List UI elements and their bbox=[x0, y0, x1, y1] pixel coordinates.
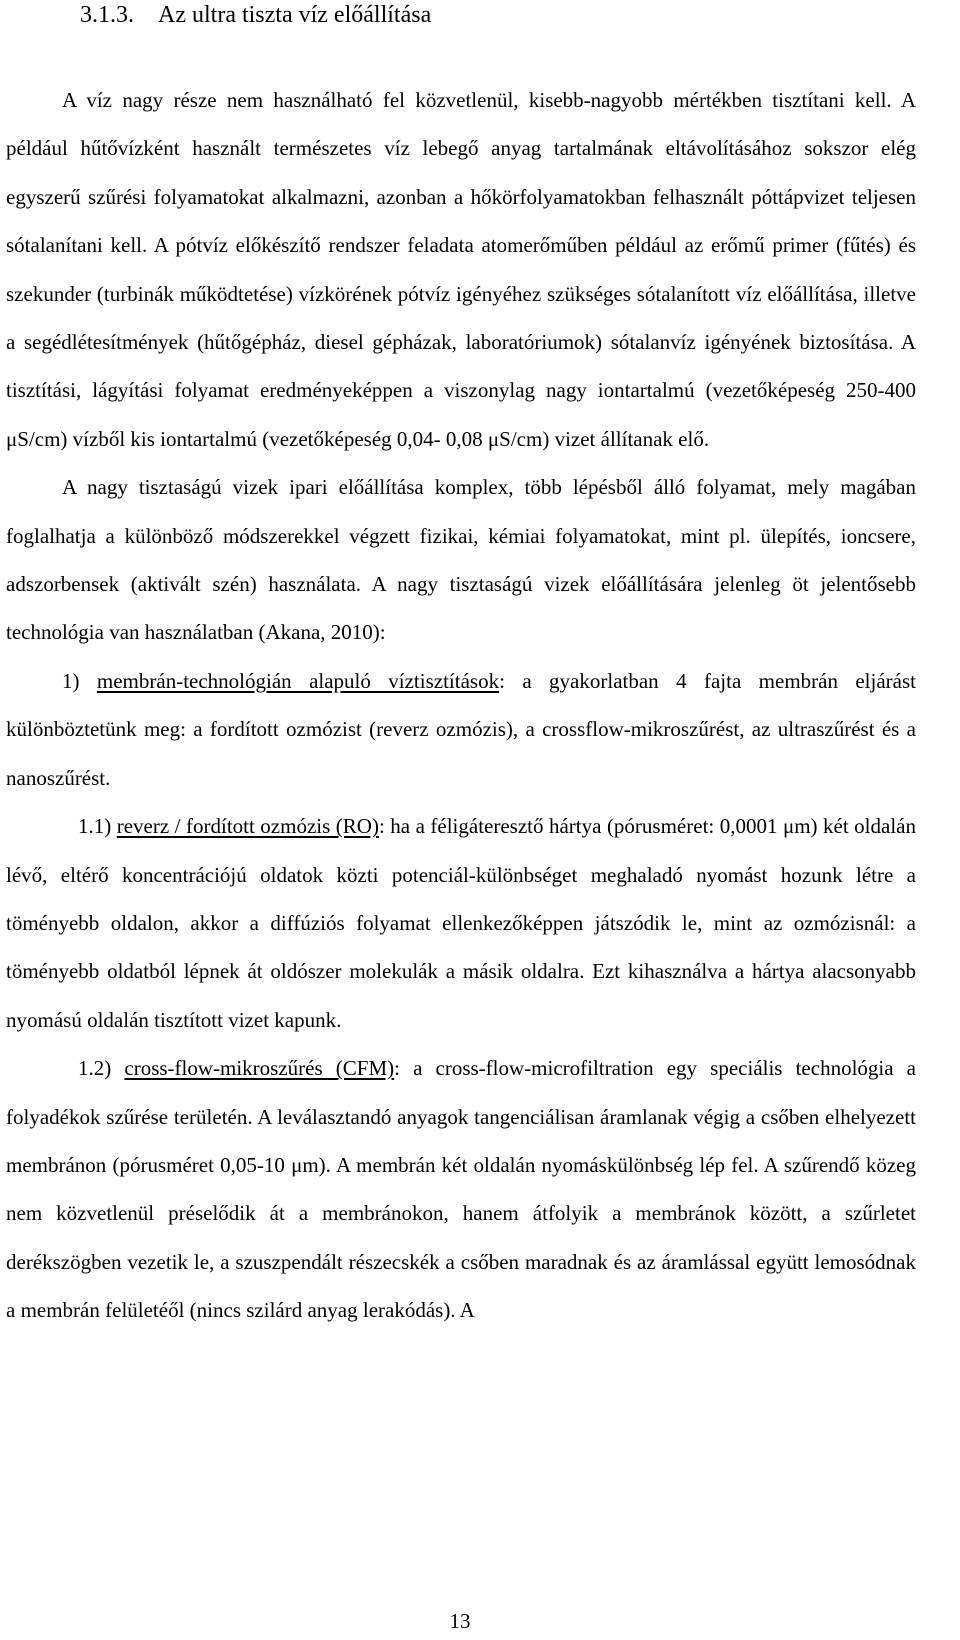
list-item-reverse-osmosis bbox=[6, 802, 916, 1044]
item-number: 1.1) bbox=[78, 814, 117, 839]
item-term: reverz / fordított ozmózis (RO) bbox=[116, 814, 379, 839]
section-number: 3.1.3. bbox=[80, 2, 134, 28]
paragraph-intro: A víz nagy része nem használható fel közvetlenül, kisebb-nagyobb mértékben tisztítani kell. A például hűtővízként használt természetes víz lebegő anyag tartalmának eltávolításához sokszor elég egyszerű szűrési folyamatokat alkalmazni, azonban a hőkörfolyamatokban felhasznált póttápvizet teljesen sótalanítani kell. A pótvíz előkészítő rendszer feladata atomerőműben például az erőmű primer (fűtés) és szekunder (turbinák működtetése) vízkörének pótvíz igényéhez szükséges sótalanított víz előállítása, illetve a segédlétesítmények (hűtőgépház, diesel gépházak, laboratóriumok) sótalanvíz igényének biztosítása. A tisztítási, lágyítási folyamat eredményeképpen a viszonylag nagy iontartalmú (vezetőképeség 250-400 μS/cm) vízből kis iontartalmú (vezetőképeség 0,04- 0,08 μS/cm) vizet állítanak elő. bbox=[6, 88, 916, 451]
item-term: membrán-technológián alapuló víztisztítások bbox=[96, 668, 500, 693]
page-number: 13 bbox=[449, 1609, 471, 1633]
paragraph-technologies: A nagy tisztaságú vizek ipari előállítása komplex, több lépésből álló folyamat, mely magában foglalhatja a különböző módszerekkel végzett fizikai, kémiai folyamatokat, mint pl. ülepítés, ioncsere, adszorbensek (aktivált szén) használata. A nagy tisztaságú vizek előállítására jelenleg öt jelentősebb technológia van használatban (Akana, 2010): bbox=[6, 475, 916, 645]
section-heading bbox=[80, 0, 431, 30]
item-text: : a cross-flow-microfiltration egy speciális technológia a folyadékok szűrése területén. A leválasztandó anyagok tangenciálisan áramlanak végig a csőben elhelyezett membránon (pórusméret 0,05-10 μm). A membrán két oldalán nyomáskülönbség lép fel. A szűrendő közeg nem közvetlenül préselődik át a membránokon, hanem átfolyik a membránok között, a szűrletet derékszögben vezetik le, a szuszpendált részecskék a csőben maradnak és az áramlással együtt lemosódnak a membrán felületéől (nincs szilárd anyag lerakódás). A bbox=[6, 1056, 917, 1323]
list-item-membrane bbox=[6, 657, 916, 802]
list-item-cross-flow bbox=[6, 1044, 916, 1334]
item-text: : a gyakorlatban 4 fajta membrán eljárást különböztetünk meg: a fordított ozmózist (reverz ozmózis), a crossflow-mikroszűrést, az ultraszűrést és a nanoszűrést. bbox=[6, 668, 916, 790]
body-text bbox=[6, 76, 916, 1335]
item-text: : ha a féligáteresztő hártya (pórusméret: 0,0001 μm) két oldalán lévő, eltérő koncentrációjú oldatok közti potenciál-különbséget meghaladó nyomást hozunk létre a töményebb oldalon, akkor a diffúziós folyamat ellenkezőképpen játszódik le, mint az ozmózisnál: a töményebb oldatból lépnek át oldószer molekulák a másik oldalra. Ezt kihasználva a hártya alacsonyabb nyomású oldalán tisztított vizet kapunk. bbox=[6, 814, 916, 1032]
item-number: 1) bbox=[62, 668, 97, 693]
section-title: Az ultra tiszta víz előállítása bbox=[158, 2, 432, 28]
item-number: 1.2) bbox=[78, 1056, 125, 1081]
item-term: cross-flow-mikroszűrés (CFM) bbox=[124, 1056, 395, 1081]
